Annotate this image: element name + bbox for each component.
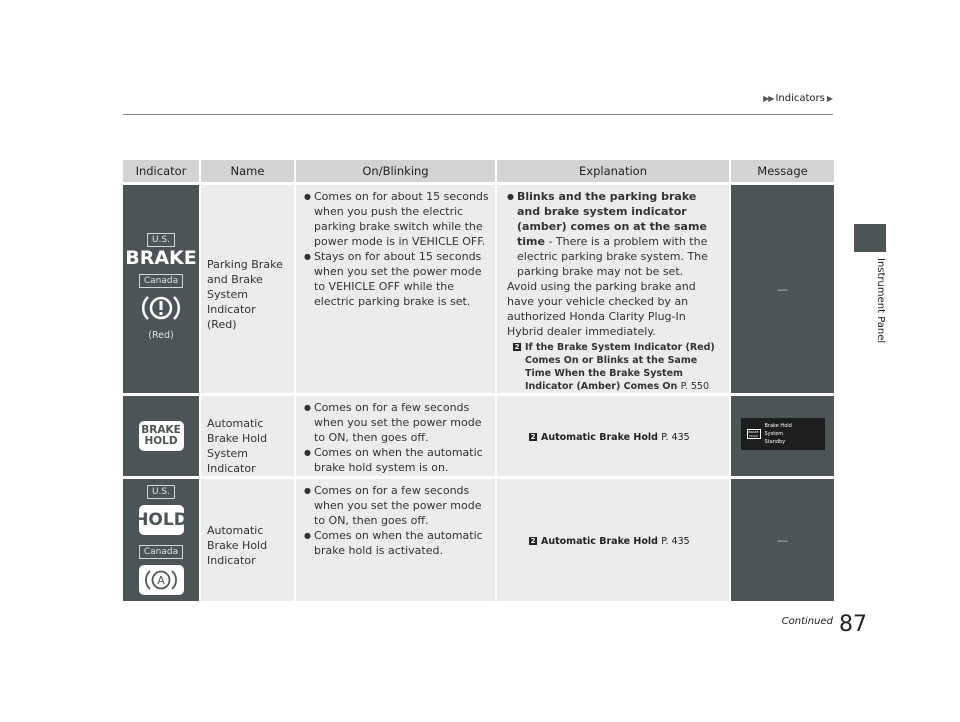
canada-badge: Canada	[139, 545, 183, 559]
canada-badge: Canada	[139, 274, 183, 288]
name-cell	[199, 185, 294, 393]
list-item: ● Comes on when the automatic brake hold system is on.	[304, 445, 489, 475]
message-display	[741, 418, 825, 450]
reference-icon: 2	[530, 432, 536, 441]
header-rule	[123, 114, 833, 115]
hold-icon: HOLD	[139, 505, 184, 535]
message-line: Standby	[764, 439, 786, 445]
header-explanation: Explanation	[495, 160, 729, 182]
name-cell	[199, 396, 294, 476]
cross-reference-link[interactable]: 2 Automatic Brake Hold P. 435	[530, 535, 690, 547]
name-cell	[199, 479, 294, 601]
indicator-table	[123, 157, 834, 604]
on-blinking-cell	[294, 479, 495, 601]
table-row	[123, 185, 834, 393]
us-badge: U.S.	[147, 233, 175, 247]
explanation-text: - There is a problem with the electric parking brake system. The parking brake may not be set.	[517, 235, 708, 278]
cross-reference-link[interactable]: 2 Automatic Brake Hold P. 435	[530, 431, 690, 443]
brake-hold-mini-icon: BRAKE HOLD	[747, 429, 761, 439]
color-note: (Red)	[148, 330, 174, 341]
list-item: ● Comes on for a few seconds when you set the power mode to ON, then goes off.	[304, 400, 489, 445]
message-dash: —	[777, 533, 788, 547]
indicator-cell	[123, 396, 199, 476]
indicator-name: Automatic Brake Hold System Indicator	[207, 417, 268, 475]
indicator-cell	[123, 185, 199, 393]
page-ref: P. 435	[661, 535, 690, 547]
brake-warning-icon	[123, 292, 199, 328]
table-header-row	[123, 160, 834, 182]
on-blinking-cell	[294, 396, 495, 476]
message-cell	[729, 479, 834, 601]
page-ref: P. 435	[661, 431, 690, 443]
message-line: System	[764, 431, 784, 437]
breadcrumb-label: Indicators	[775, 93, 825, 104]
message-line: Brake Hold	[764, 423, 792, 429]
reference-icon: 2	[514, 343, 520, 351]
on-blinking-cell	[294, 185, 495, 393]
message-cell	[729, 396, 834, 476]
explanation-item	[507, 189, 723, 279]
indicator-cell	[123, 479, 199, 601]
double-triangle-icon: ▶▶	[763, 94, 774, 103]
brake-icon: BRAKE	[125, 247, 197, 269]
list-item: ● Stays on for about 15 seconds when you set the power mode to VEHICLE OFF while the electric parking brake is set.	[304, 249, 489, 309]
header-message: Message	[729, 160, 834, 182]
explanation-cell	[495, 185, 729, 393]
header-name: Name	[199, 160, 294, 182]
header-indicator: Indicator	[123, 160, 199, 182]
svg-text:A: A	[157, 574, 165, 587]
triangle-icon: ▶	[826, 94, 832, 103]
header-on-blinking: On/Blinking	[294, 160, 495, 182]
table-row	[123, 396, 834, 476]
brake-hold-icon: BRAKE HOLD	[139, 421, 184, 451]
page-number: 87	[839, 612, 867, 637]
us-badge: U.S.	[147, 485, 175, 499]
indicator-name: Parking Brake and Brake System Indicator (Red)	[207, 258, 283, 331]
list-item: ● Comes on for a few seconds when you set the power mode to ON, then goes off.	[304, 483, 489, 528]
breadcrumb	[763, 93, 832, 104]
reference-icon: 2	[530, 536, 536, 545]
list-item: ● Comes on for about 15 seconds when you push the electric parking brake switch while the power mode is in VEHICLE OFF.	[304, 189, 489, 249]
indicator-name: Automatic Brake Hold Indicator	[207, 524, 268, 567]
continued-label: Continued	[781, 616, 833, 627]
table-row	[123, 479, 834, 601]
list-item: ● Comes on when the automatic brake hold is activated.	[304, 528, 489, 558]
auto-hold-icon	[139, 565, 184, 595]
explanation-bold: Blinks and the parking brake and brake system indicator (amber) comes on at the same time	[517, 190, 707, 248]
section-tab	[854, 224, 886, 252]
message-cell	[729, 185, 834, 393]
message-dash: —	[777, 282, 788, 296]
explanation-text-2: Avoid using the parking brake and have your vehicle checked by an authorized Honda Clarity Plug-In Hybrid dealer immediately.	[507, 280, 696, 338]
section-label: Instrument Panel	[875, 258, 886, 344]
page-ref: P. 550	[680, 381, 710, 392]
explanation-cell	[495, 479, 729, 601]
explanation-cell	[495, 396, 729, 476]
cross-reference-link[interactable]: 2 If the Brake System Indicator (Red) Comes On or Blinks at the Same Time When the Brake System Indicator (Amber) Comes On P. 550	[514, 342, 715, 392]
